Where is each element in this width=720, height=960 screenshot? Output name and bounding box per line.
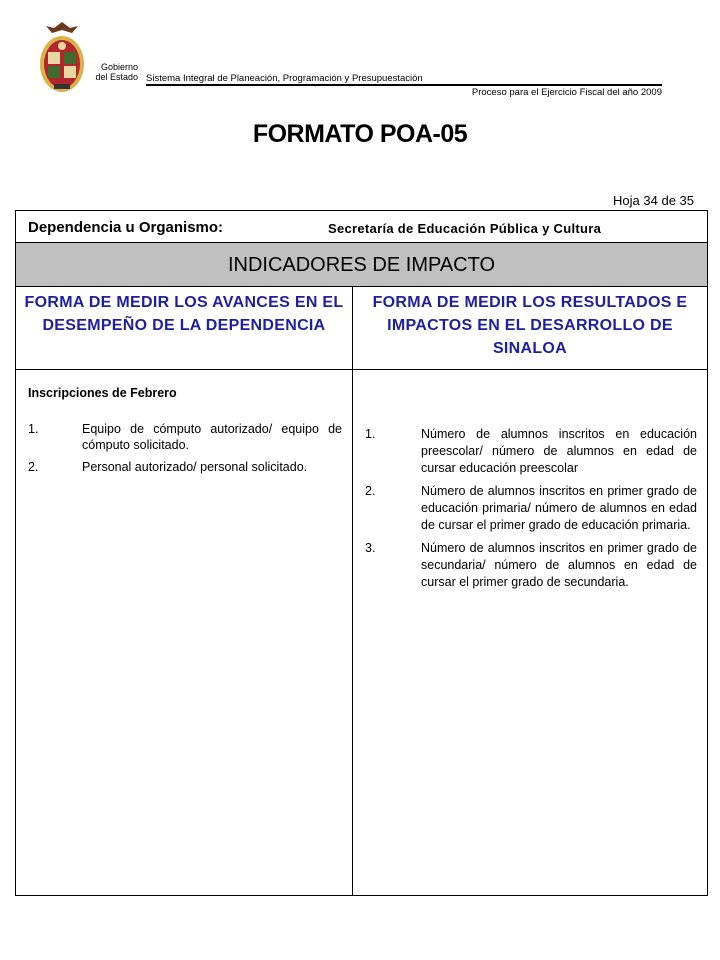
left-indicator-list [16, 421, 352, 475]
form-table [15, 210, 708, 896]
system-name: Sistema Integral de Planeación, Programación y Presupuestación [146, 73, 423, 84]
dependency-value: Secretaría de Educación Pública y Cultura [328, 221, 602, 236]
list-item [365, 426, 707, 477]
right-indicator-list [353, 426, 707, 591]
item-text: Número de alumnos inscritos en primer grado de secundaria/ número de alumnos en edad de cursar el primer grado de secundaria. [421, 541, 697, 589]
list-item [28, 421, 352, 453]
left-column-heading: FORMA DE MEDIR LOS AVANCES EN EL DESEMPEÑO DE LA DEPENDENCIA [16, 287, 352, 370]
header-divider [146, 84, 662, 86]
right-column [353, 287, 707, 895]
item-text: Personal autorizado/ personal solicitado. [82, 460, 308, 474]
item-number: 1. [365, 427, 376, 441]
fiscal-process: Proceso para el Ejercicio Fiscal del año 2009 [471, 87, 662, 98]
item-number: 2. [365, 484, 376, 498]
dependency-label: Dependencia u Organismo: [28, 219, 224, 236]
state-seal-logo [36, 18, 88, 96]
left-column [16, 287, 353, 895]
left-column-subheading: Inscripciones de Febrero [28, 386, 177, 400]
item-number: 1. [28, 422, 39, 436]
item-number: 3. [365, 541, 376, 555]
right-column-heading: FORMA DE MEDIR LOS RESULTADOS E IMPACTOS EN EL DESARROLLO DE SINALOA [353, 287, 707, 370]
list-item [365, 540, 707, 591]
page-title: FORMATO POA-05 [252, 120, 468, 148]
government-line-1: Gobierno [100, 62, 138, 72]
item-number: 2. [28, 460, 39, 474]
list-item [28, 459, 352, 475]
item-text: Número de alumnos inscritos en educación preescolar/ número de alumnos en edad de cursar educación preescolar [421, 427, 697, 475]
list-item [365, 483, 707, 534]
section-title: INDICADORES DE IMPACTO [16, 243, 707, 287]
dependency-row [16, 211, 707, 243]
government-label [88, 62, 138, 82]
item-text: Número de alumnos inscritos en primer grado de educación primaria/ número de alumnos en edad de cursar el primer grado de educación primaria. [421, 484, 697, 532]
government-line-2: del Estado [95, 72, 138, 82]
page-indicator: Hoja 34 de 35 [613, 193, 694, 208]
item-text: Equipo de cómputo autorizado/ equipo de cómputo solicitado. [82, 422, 342, 452]
